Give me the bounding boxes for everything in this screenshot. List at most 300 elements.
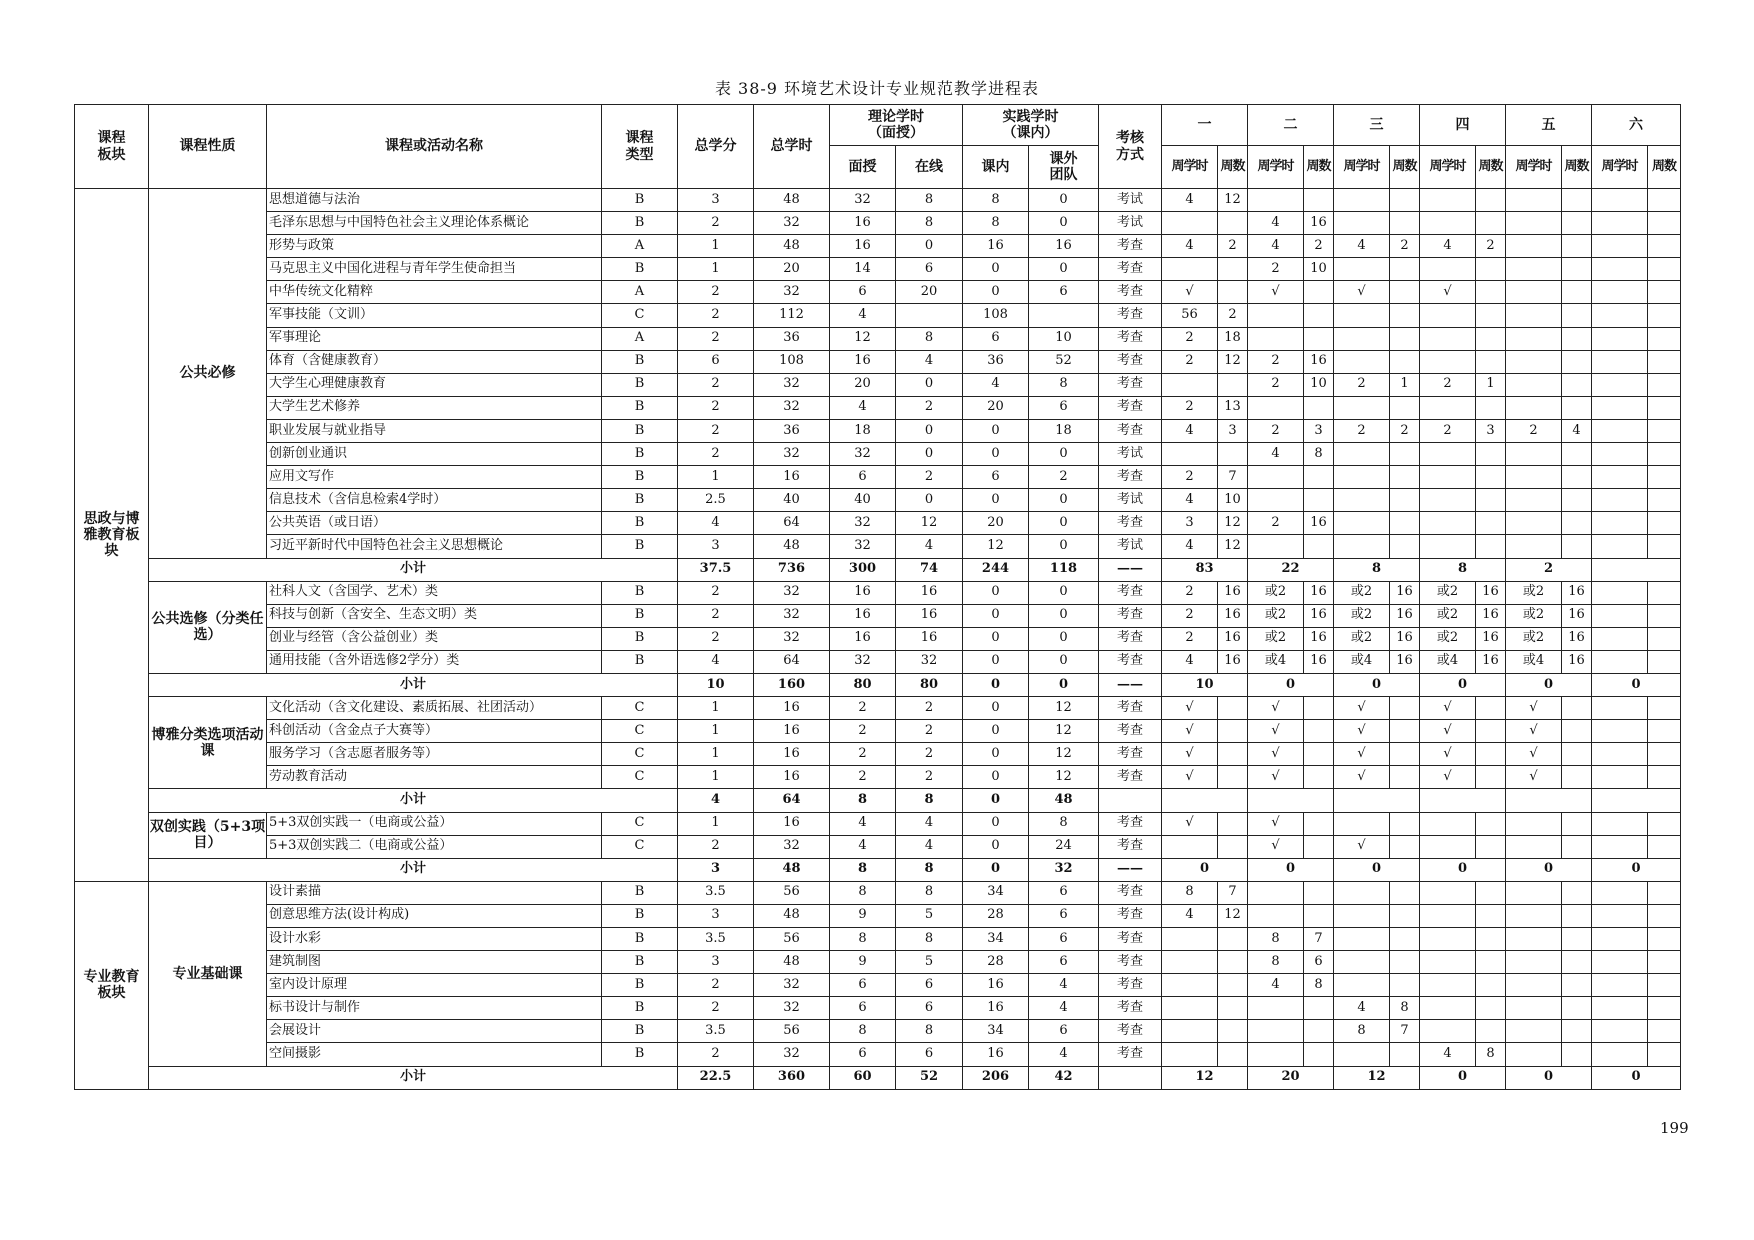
semester-weeks: [1476, 535, 1506, 558]
course-type: B: [602, 951, 678, 974]
semester-weekly-hours: √: [1506, 743, 1562, 766]
semester-weeks: [1476, 350, 1506, 373]
semester-weekly-hours: [1506, 951, 1562, 974]
semester-weeks: [1562, 766, 1592, 789]
semester-weekly-hours: 2: [1506, 419, 1562, 442]
semester-weeks: [1390, 396, 1420, 419]
semester-weekly-hours: 或2: [1506, 627, 1562, 650]
course-name: 5+3双创实践二（电商或公益）: [267, 835, 602, 858]
semester-weekly-hours: [1592, 1043, 1648, 1066]
semester-weeks: [1390, 443, 1420, 466]
semester-weeks: [1476, 512, 1506, 535]
semester-weeks: 16: [1476, 650, 1506, 673]
semester-weeks: [1476, 1020, 1506, 1043]
semester-weeks: 12: [1218, 350, 1248, 373]
semester-weeks: [1648, 258, 1681, 281]
course-name: 空间摄影: [267, 1043, 602, 1066]
table-row: [75, 766, 1681, 789]
semester-weekly-hours: [1334, 974, 1390, 997]
subtotal-label: 小计: [149, 858, 678, 881]
semester-weeks: [1218, 951, 1248, 974]
course-type: B: [602, 535, 678, 558]
semester-weeks: 16: [1390, 604, 1420, 627]
semester-weeks: 2: [1390, 235, 1420, 258]
course-type: B: [602, 1043, 678, 1066]
semester-weekly-hours: [1420, 350, 1476, 373]
course-face-hours: 8: [830, 1020, 896, 1043]
semester-weeks: [1648, 581, 1681, 604]
semester-weekly-hours: [1506, 1043, 1562, 1066]
semester-weeks: [1390, 904, 1420, 927]
header-block: 课程 板块: [75, 105, 149, 189]
semester-weeks: [1390, 974, 1420, 997]
semester-weeks: [1648, 743, 1681, 766]
semester-weeks: [1476, 928, 1506, 951]
semester-weekly-hours: [1506, 974, 1562, 997]
subtotal-semester-hours: 0: [1248, 673, 1334, 696]
semester-weeks: [1562, 489, 1592, 512]
semester-weekly-hours: 4: [1248, 443, 1304, 466]
semester-weeks: [1304, 281, 1334, 304]
course-exam-method: 考查: [1099, 604, 1162, 627]
subtotal-row: [75, 558, 1681, 581]
semester-weekly-hours: 2: [1420, 373, 1476, 396]
course-exam-method: 考查: [1099, 951, 1162, 974]
semester-weeks: [1648, 697, 1681, 720]
course-extra-hours: 0: [1029, 604, 1099, 627]
course-type: B: [602, 512, 678, 535]
table-row: [75, 189, 1681, 212]
subtotal-semester-hours: [1334, 789, 1420, 812]
semester-weekly-hours: √: [1162, 743, 1218, 766]
semester-weekly-hours: [1506, 258, 1562, 281]
semester-weekly-hours: 8: [1248, 928, 1304, 951]
subtotal-credits: 3: [678, 858, 754, 881]
course-inclass-hours: 0: [963, 489, 1029, 512]
semester-weeks: 16: [1562, 581, 1592, 604]
table-row: [75, 304, 1681, 327]
semester-weeks: [1304, 697, 1334, 720]
course-online-hours: 2: [896, 396, 963, 419]
course-face-hours: 4: [830, 835, 896, 858]
subtotal-extra-hours: 32: [1029, 858, 1099, 881]
semester-weekly-hours: √: [1506, 720, 1562, 743]
semester-weeks: [1218, 835, 1248, 858]
semester-weekly-hours: 2: [1334, 419, 1390, 442]
course-exam-method: 考查: [1099, 997, 1162, 1020]
semester-weeks: [1304, 997, 1334, 1020]
header-semester-3: 三: [1334, 105, 1420, 146]
course-extra-hours: 6: [1029, 1020, 1099, 1043]
semester-weekly-hours: 8: [1248, 951, 1304, 974]
subtotal-semester-hours: 10: [1162, 673, 1248, 696]
semester-weeks: 16: [1476, 581, 1506, 604]
semester-weeks: 4: [1562, 419, 1592, 442]
semester-weekly-hours: [1248, 535, 1304, 558]
course-online-hours: 6: [896, 1043, 963, 1066]
subtotal-semester-hours: 0: [1420, 1066, 1506, 1089]
semester-weeks: [1648, 904, 1681, 927]
subtotal-online-hours: 80: [896, 673, 963, 696]
course-inclass-hours: 0: [963, 835, 1029, 858]
course-inclass-hours: 0: [963, 743, 1029, 766]
header-weeks: 周数: [1218, 146, 1248, 189]
semester-weeks: [1648, 604, 1681, 627]
semester-weekly-hours: [1334, 951, 1390, 974]
header-theory: 理论学时 （面授）: [830, 105, 963, 146]
semester-weekly-hours: [1248, 327, 1304, 350]
semester-weeks: [1390, 466, 1420, 489]
subtotal-inclass-hours: 206: [963, 1066, 1029, 1089]
semester-weeks: [1304, 396, 1334, 419]
semester-weeks: [1390, 928, 1420, 951]
semester-weekly-hours: [1506, 512, 1562, 535]
semester-weekly-hours: √: [1420, 697, 1476, 720]
semester-weeks: [1218, 443, 1248, 466]
semester-weekly-hours: √: [1248, 281, 1304, 304]
semester-weekly-hours: [1334, 258, 1390, 281]
course-extra-hours: 0: [1029, 535, 1099, 558]
semester-weeks: [1562, 928, 1592, 951]
page-number: 199: [1660, 1119, 1689, 1137]
semester-weeks: [1562, 281, 1592, 304]
course-name: 文化活动（含文化建设、素质拓展、社团活动）: [267, 697, 602, 720]
course-type: B: [602, 489, 678, 512]
semester-weeks: [1648, 235, 1681, 258]
table-row: [75, 512, 1681, 535]
semester-weeks: [1218, 373, 1248, 396]
course-name: 形势与政策: [267, 235, 602, 258]
subtotal-semester-hours: [1248, 789, 1334, 812]
course-credits: 1: [678, 743, 754, 766]
semester-weeks: [1476, 997, 1506, 1020]
subtotal-semester-hours: [1506, 789, 1592, 812]
course-name: 大学生艺术修养: [267, 396, 602, 419]
semester-weeks: [1476, 466, 1506, 489]
semester-weekly-hours: [1162, 1043, 1218, 1066]
course-exam-method: 考试: [1099, 535, 1162, 558]
table-row: [75, 627, 1681, 650]
semester-weekly-hours: √: [1334, 720, 1390, 743]
course-hours: 32: [754, 627, 830, 650]
semester-weeks: [1648, 304, 1681, 327]
semester-weekly-hours: √: [1420, 743, 1476, 766]
semester-weekly-hours: 4: [1420, 235, 1476, 258]
course-credits: 1: [678, 697, 754, 720]
semester-weeks: 2: [1218, 235, 1248, 258]
semester-weekly-hours: [1506, 443, 1562, 466]
header-hours: 总学时: [754, 105, 830, 189]
course-name: 设计水彩: [267, 928, 602, 951]
semester-weekly-hours: [1506, 281, 1562, 304]
course-credits: 2: [678, 419, 754, 442]
semester-weekly-hours: [1420, 212, 1476, 235]
course-name: 马克思主义中国化进程与青年学生使命担当: [267, 258, 602, 281]
course-exam-method: 考查: [1099, 512, 1162, 535]
subtotal-inclass-hours: 0: [963, 789, 1029, 812]
course-name: 室内设计原理: [267, 974, 602, 997]
course-exam-method: 考查: [1099, 835, 1162, 858]
semester-weekly-hours: [1592, 766, 1648, 789]
semester-weekly-hours: [1334, 443, 1390, 466]
course-name: 大学生心理健康教育: [267, 373, 602, 396]
semester-weeks: 16: [1304, 650, 1334, 673]
semester-weekly-hours: [1506, 835, 1562, 858]
semester-weekly-hours: [1592, 350, 1648, 373]
course-hours: 56: [754, 928, 830, 951]
course-inclass-hours: 20: [963, 396, 1029, 419]
course-extra-hours: 0: [1029, 650, 1099, 673]
table-row: [75, 1043, 1681, 1066]
header-practice: 实践学时 （课内）: [963, 105, 1099, 146]
course-face-hours: 32: [830, 650, 896, 673]
course-exam-method: 考查: [1099, 327, 1162, 350]
course-name: 社科人文（含国学、艺术）类: [267, 581, 602, 604]
course-extra-hours: 8: [1029, 373, 1099, 396]
course-hours: 32: [754, 835, 830, 858]
course-exam-method: 考查: [1099, 304, 1162, 327]
course-extra-hours: 2: [1029, 466, 1099, 489]
semester-weeks: 16: [1390, 581, 1420, 604]
semester-weeks: [1562, 189, 1592, 212]
course-inclass-hours: 0: [963, 443, 1029, 466]
semester-weekly-hours: [1248, 304, 1304, 327]
semester-weekly-hours: √: [1420, 766, 1476, 789]
semester-weekly-hours: [1334, 327, 1390, 350]
subtotal-semester-hours: 0: [1592, 1066, 1681, 1089]
semester-weekly-hours: [1162, 1020, 1218, 1043]
course-inclass-hours: 4: [963, 373, 1029, 396]
semester-weeks: [1562, 350, 1592, 373]
semester-weekly-hours: [1592, 535, 1648, 558]
semester-weeks: 16: [1218, 627, 1248, 650]
header-weeks: 周数: [1562, 146, 1592, 189]
course-face-hours: 20: [830, 373, 896, 396]
header-exam: 考核 方式: [1099, 105, 1162, 189]
semester-weeks: [1304, 1020, 1334, 1043]
semester-weeks: [1648, 212, 1681, 235]
course-online-hours: 8: [896, 189, 963, 212]
course-hours: 48: [754, 535, 830, 558]
course-credits: 2: [678, 581, 754, 604]
semester-weeks: [1648, 951, 1681, 974]
subtotal-semester-hours: 12: [1162, 1066, 1248, 1089]
group-label-cell: 专业基础课: [149, 881, 267, 1066]
course-hours: 56: [754, 1020, 830, 1043]
semester-weekly-hours: [1506, 466, 1562, 489]
course-extra-hours: 6: [1029, 396, 1099, 419]
course-name: 中华传统文化精粹: [267, 281, 602, 304]
semester-weeks: [1218, 720, 1248, 743]
semester-weeks: [1304, 489, 1334, 512]
course-type: C: [602, 720, 678, 743]
semester-weeks: [1648, 650, 1681, 673]
header-face: 面授: [830, 146, 896, 189]
semester-weeks: [1562, 512, 1592, 535]
semester-weekly-hours: 4: [1162, 489, 1218, 512]
course-hours: 32: [754, 1043, 830, 1066]
semester-weeks: [1304, 304, 1334, 327]
course-online-hours: 6: [896, 997, 963, 1020]
course-credits: 1: [678, 235, 754, 258]
semester-weekly-hours: [1162, 258, 1218, 281]
subtotal-semester-hours: 0: [1162, 858, 1248, 881]
group-label-cell: 公共必修: [149, 189, 267, 559]
table-row: [75, 997, 1681, 1020]
semester-weekly-hours: [1420, 512, 1476, 535]
course-credits: 2: [678, 604, 754, 627]
semester-weeks: [1562, 535, 1592, 558]
semester-weeks: [1304, 743, 1334, 766]
semester-weeks: [1218, 258, 1248, 281]
course-extra-hours: 4: [1029, 974, 1099, 997]
course-exam-method: 考试: [1099, 489, 1162, 512]
course-inclass-hours: 0: [963, 650, 1029, 673]
course-credits: 1: [678, 812, 754, 835]
subtotal-credits: 22.5: [678, 1066, 754, 1089]
course-online-hours: 4: [896, 812, 963, 835]
semester-weekly-hours: [1420, 535, 1476, 558]
semester-weeks: [1476, 212, 1506, 235]
semester-weekly-hours: [1162, 974, 1218, 997]
course-face-hours: 2: [830, 697, 896, 720]
table-row: [75, 835, 1681, 858]
semester-weekly-hours: [1592, 604, 1648, 627]
table-row: [75, 212, 1681, 235]
semester-weeks: [1648, 373, 1681, 396]
subtotal-semester-hours: 83: [1162, 558, 1248, 581]
course-online-hours: 8: [896, 881, 963, 904]
semester-weekly-hours: 或4: [1506, 650, 1562, 673]
semester-weeks: [1390, 281, 1420, 304]
semester-weeks: [1648, 419, 1681, 442]
course-type: B: [602, 258, 678, 281]
semester-weeks: 1: [1476, 373, 1506, 396]
course-inclass-hours: 0: [963, 581, 1029, 604]
course-extra-hours: 12: [1029, 743, 1099, 766]
subtotal-semester-hours: 0: [1420, 673, 1506, 696]
course-exam-method: 考查: [1099, 881, 1162, 904]
course-name: 标书设计与制作: [267, 997, 602, 1020]
subtotal-exam: [1099, 789, 1162, 812]
semester-weekly-hours: [1420, 327, 1476, 350]
header-weekly-hours: 周学时: [1420, 146, 1476, 189]
semester-weeks: 2: [1390, 419, 1420, 442]
semester-weekly-hours: 4: [1162, 189, 1218, 212]
semester-weeks: 8: [1304, 443, 1334, 466]
course-exam-method: 考查: [1099, 697, 1162, 720]
semester-weekly-hours: 或2: [1248, 627, 1304, 650]
semester-weekly-hours: 8: [1334, 1020, 1390, 1043]
course-inclass-hours: 36: [963, 350, 1029, 373]
semester-weeks: [1390, 720, 1420, 743]
subtotal-credits: 10: [678, 673, 754, 696]
course-exam-method: 考查: [1099, 928, 1162, 951]
course-extra-hours: 10: [1029, 327, 1099, 350]
subtotal-inclass-hours: 244: [963, 558, 1029, 581]
semester-weeks: [1304, 766, 1334, 789]
semester-weeks: [1218, 812, 1248, 835]
course-face-hours: 32: [830, 443, 896, 466]
course-exam-method: 考查: [1099, 974, 1162, 997]
semester-weekly-hours: 4: [1162, 904, 1218, 927]
course-extra-hours: 6: [1029, 281, 1099, 304]
course-credits: 3: [678, 951, 754, 974]
semester-weeks: [1218, 697, 1248, 720]
semester-weeks: 2: [1476, 235, 1506, 258]
course-face-hours: 2: [830, 766, 896, 789]
course-name: 习近平新时代中国特色社会主义思想概论: [267, 535, 602, 558]
course-extra-hours: 4: [1029, 1043, 1099, 1066]
semester-weekly-hours: [1420, 396, 1476, 419]
course-hours: 16: [754, 766, 830, 789]
semester-weeks: [1218, 281, 1248, 304]
semester-weeks: [1218, 1020, 1248, 1043]
table-row: [75, 951, 1681, 974]
subtotal-semester-hours: 0: [1506, 858, 1592, 881]
course-inclass-hours: 8: [963, 212, 1029, 235]
subtotal-row: [75, 673, 1681, 696]
course-credits: 2: [678, 396, 754, 419]
course-hours: 32: [754, 281, 830, 304]
header-semester-6: 六: [1592, 105, 1681, 146]
course-type: B: [602, 373, 678, 396]
course-online-hours: 0: [896, 443, 963, 466]
semester-weekly-hours: [1334, 928, 1390, 951]
semester-weeks: [1390, 1043, 1420, 1066]
course-face-hours: 32: [830, 512, 896, 535]
course-online-hours: 8: [896, 1020, 963, 1043]
semester-weekly-hours: [1592, 327, 1648, 350]
table-row: [75, 535, 1681, 558]
semester-weekly-hours: [1334, 535, 1390, 558]
course-inclass-hours: 12: [963, 535, 1029, 558]
course-inclass-hours: 34: [963, 928, 1029, 951]
subtotal-label: 小计: [149, 558, 678, 581]
semester-weeks: [1648, 512, 1681, 535]
subtotal-semester-hours: [1592, 558, 1681, 581]
semester-weekly-hours: [1248, 189, 1304, 212]
course-extra-hours: 0: [1029, 212, 1099, 235]
course-online-hours: 6: [896, 258, 963, 281]
semester-weeks: [1476, 951, 1506, 974]
semester-weeks: [1648, 327, 1681, 350]
course-face-hours: 8: [830, 928, 896, 951]
course-type: B: [602, 650, 678, 673]
course-online-hours: 12: [896, 512, 963, 535]
semester-weeks: [1562, 697, 1592, 720]
subtotal-online-hours: 8: [896, 858, 963, 881]
table-row: [75, 466, 1681, 489]
semester-weekly-hours: [1420, 928, 1476, 951]
semester-weekly-hours: 4: [1420, 1043, 1476, 1066]
course-online-hours: 0: [896, 235, 963, 258]
header-weekly-hours: 周学时: [1334, 146, 1390, 189]
semester-weekly-hours: √: [1162, 812, 1218, 835]
subtotal-online-hours: 74: [896, 558, 963, 581]
subtotal-row: [75, 1066, 1681, 1089]
semester-weekly-hours: [1592, 904, 1648, 927]
course-inclass-hours: 6: [963, 327, 1029, 350]
course-extra-hours: 0: [1029, 443, 1099, 466]
semester-weeks: 10: [1304, 258, 1334, 281]
semester-weeks: 8: [1476, 1043, 1506, 1066]
semester-weekly-hours: 2: [1248, 419, 1304, 442]
course-type: B: [602, 396, 678, 419]
header-type: 课程 类型: [602, 105, 678, 189]
course-online-hours: 2: [896, 466, 963, 489]
semester-weekly-hours: [1592, 581, 1648, 604]
